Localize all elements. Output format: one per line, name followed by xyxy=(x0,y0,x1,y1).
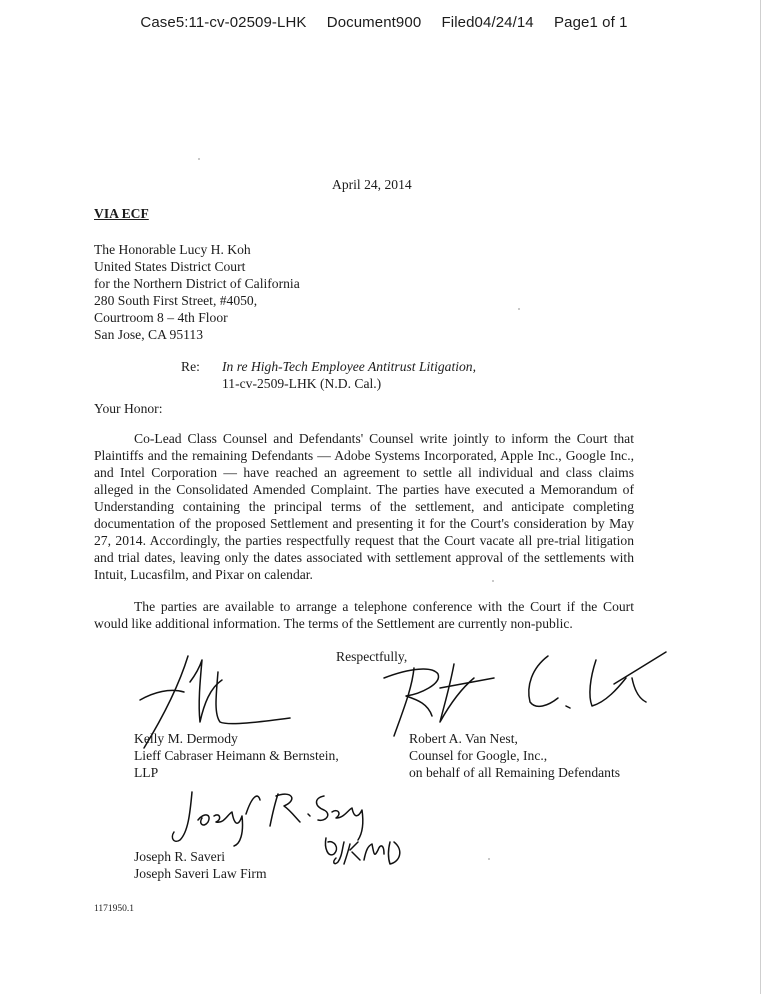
document-id: 1171950.1 xyxy=(94,904,135,914)
signatory-line: Counsel for Google, Inc., xyxy=(409,748,548,763)
body-paragraph-1 xyxy=(94,430,634,583)
case-number: Case5:11-cv-02509-LHK xyxy=(140,14,307,31)
delivery-method: VIA ECF xyxy=(94,206,149,221)
re-case-name: In re High-Tech Employee Antitrust Litigation, xyxy=(222,359,476,374)
scan-speck xyxy=(198,158,200,160)
signatory-dermody xyxy=(134,730,339,781)
signatory-line: Joseph R. Saveri xyxy=(134,849,225,864)
addressee-line: United States District Court xyxy=(94,259,246,274)
paragraph-text: Co-Lead Class Counsel and Defendants' Counsel write jointly to inform the Court that Plaintiffs and the remaining Defendants — Adobe Systems Incorporated, Apple Inc., Google Inc., and Intel Corporation — have reached an agreement to settle all individual and class claims alleged in the Consolidated Amended Complaint. The parties have executed a Memorandum of Understanding containing the principal terms of the settlement, and anticipate completing documentation of the proposed Settlement and presenting it for the Court's consideration by May 27, 2014. Accordingly, the parties respectfully request that the Court vacate all pre-trial litigation and trial dates, leaving only the dates associated with settlement approval of the settlements with Intuit, Lucasfilm, and Pixar on calendar. xyxy=(94,431,634,582)
signatory-van-nest xyxy=(409,730,620,781)
signatory-line: on behalf of all Remaining Defendants xyxy=(409,765,621,780)
paragraph-text: The parties are available to arrange a telephone conference with the Court if the Court would like additional information. The terms of the Settlement are currently non-public. xyxy=(94,599,634,631)
signatory-line: Kelly M. Dermody xyxy=(134,731,238,746)
document-number: Document900 xyxy=(326,14,422,31)
filed-date: Filed04/24/14 xyxy=(441,14,534,31)
scan-edge-line xyxy=(760,0,761,994)
body-paragraph-2 xyxy=(94,598,634,632)
salutation: Your Honor: xyxy=(94,401,163,416)
scan-speck xyxy=(488,858,490,860)
addressee-line: for the Northern District of California xyxy=(94,276,300,291)
closing: Respectfully, xyxy=(336,649,408,664)
page-count: Page1 of 1 xyxy=(554,14,628,31)
signatory-saveri xyxy=(134,848,267,882)
signatory-line: Robert A. Van Nest, xyxy=(409,731,518,746)
re-label: Re: xyxy=(181,359,200,374)
court-filing-header xyxy=(0,14,768,31)
letter-date: April 24, 2014 xyxy=(332,177,412,192)
addressee-line: Courtroom 8 – 4th Floor xyxy=(94,310,228,325)
van-nest-signature xyxy=(370,648,670,738)
addressee-line: 280 South First Street, #4050, xyxy=(94,293,258,308)
scan-speck xyxy=(518,308,520,310)
addressee-line: San Jose, CA 95113 xyxy=(94,327,204,342)
scan-speck xyxy=(492,580,494,582)
addressee-block xyxy=(94,241,300,343)
re-subject xyxy=(222,358,476,392)
signatory-line: LLP xyxy=(134,765,159,780)
re-case-number: 11-cv-2509-LHK (N.D. Cal.) xyxy=(222,376,382,391)
signatory-line: Joseph Saveri Law Firm xyxy=(134,866,267,881)
addressee-line: The Honorable Lucy H. Koh xyxy=(94,242,251,257)
signatory-line: Lieff Cabraser Heimann & Bernstein, xyxy=(134,748,339,763)
